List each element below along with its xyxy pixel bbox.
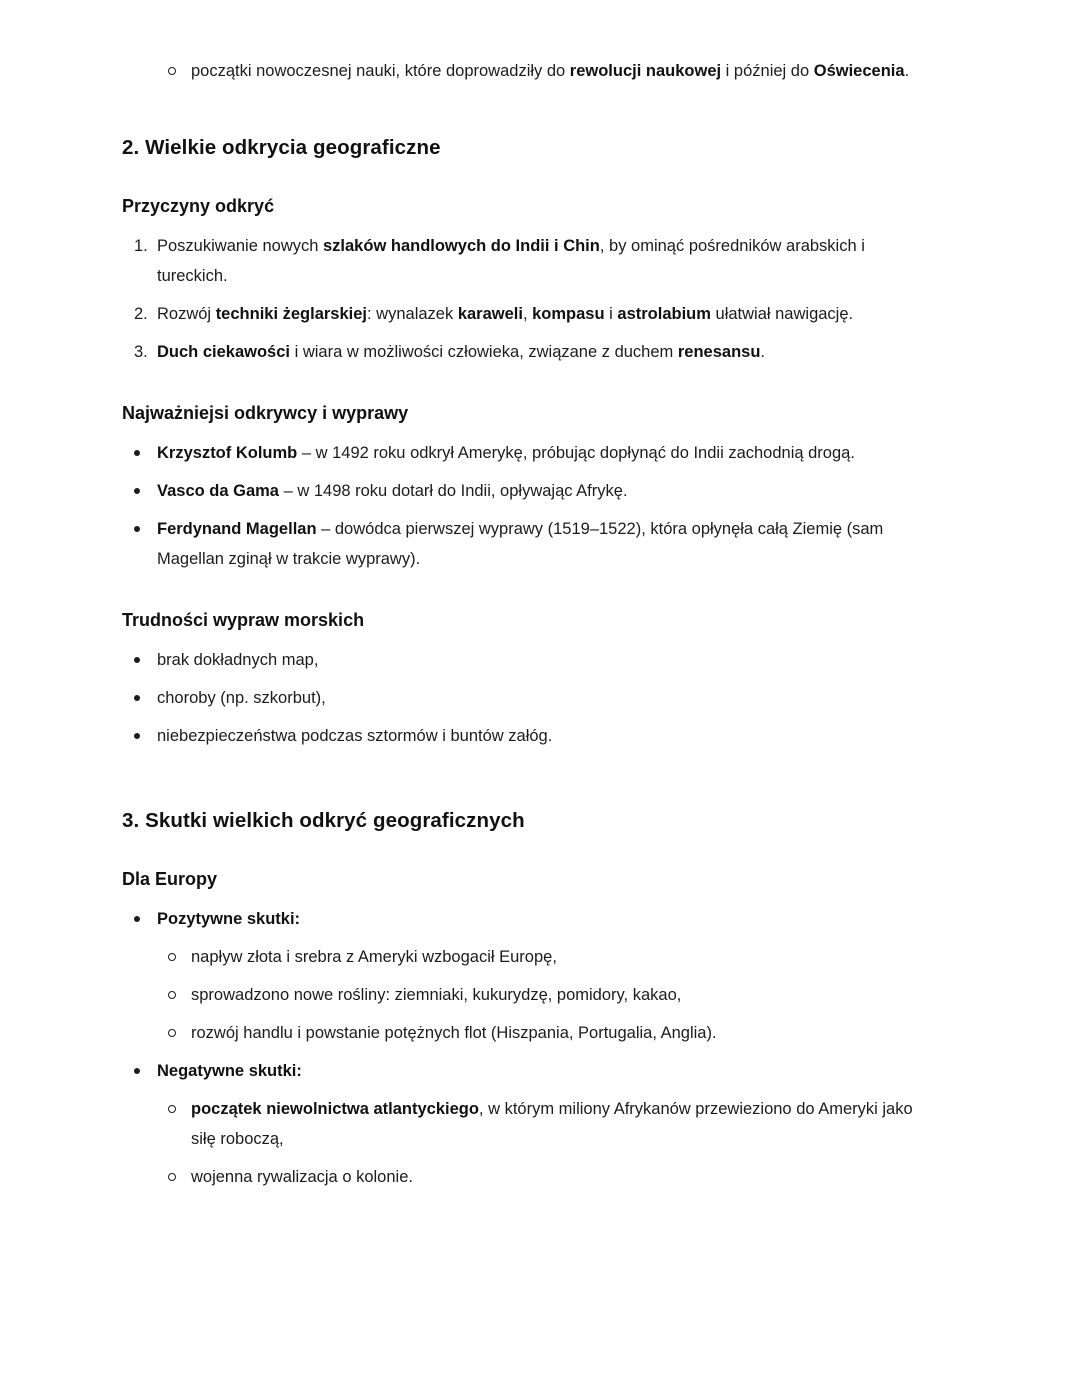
circle-bullet-icon: [168, 942, 191, 961]
list-item-text: choroby (np. szkorbut),: [157, 689, 326, 707]
list-item-text: początek niewolnictwa atlantyckiego, w którym miliony Afrykanów przewieziono do Ameryki jako siłę roboczą,: [191, 1100, 913, 1148]
europe-effects-list: [122, 904, 932, 1192]
list-item: [122, 514, 932, 574]
list-item: [122, 645, 932, 675]
list-item-text: napływ złota i srebra z Ameryki wzbogacił Europę,: [191, 948, 557, 966]
list-item-text: Negatywne skutki:: [157, 1062, 302, 1080]
subheading-difficulties: Trudności wypraw morskich: [122, 610, 365, 630]
list-item-text: Duch ciekawości i wiara w możliwości człowieka, związane z duchem renesansu.: [157, 343, 766, 361]
disc-bullet-icon: [134, 514, 157, 532]
list-item-text: początki nowoczesnej nauki, które doprowadziły do rewolucji naukowej i później do Oświecenia.: [191, 62, 910, 80]
list-item-text: wojenna rywalizacja o kolonie.: [191, 1168, 413, 1186]
list-item-text: brak dokładnych map,: [157, 651, 319, 669]
list-item-text: rozwój handlu i powstanie potężnych flot (Hiszpania, Portugalia, Anglia).: [191, 1024, 717, 1042]
list-item: [122, 683, 932, 713]
list-item-group: [122, 904, 932, 1048]
list-item-text: sprowadzono nowe rośliny: ziemniaki, kukurydzę, pomidory, kakao,: [191, 986, 682, 1004]
disc-bullet-icon: [134, 438, 157, 456]
disc-bullet-icon: [134, 721, 157, 739]
list-number: 3.: [134, 343, 148, 361]
disc-bullet-icon: [134, 1056, 157, 1074]
list-item-text: Ferdynand Magellan – dowódca pierwszej wyprawy (1519–1522), która opłynęła całą Ziemię (sam Magellan zginął w trakcie wyprawy).: [157, 520, 884, 568]
list-item-text: niebezpieczeństwa podczas sztormów i buntów załóg.: [157, 727, 553, 745]
circle-bullet-icon: [168, 1094, 191, 1113]
list-number: 2.: [134, 305, 148, 323]
list-item: [122, 1162, 932, 1192]
list-item-text: Poszukiwanie nowych szlaków handlowych do Indii i Chin, by ominąć pośredników arabskich i tureckich.: [157, 237, 865, 285]
list-item: [122, 299, 932, 329]
list-item: [122, 1018, 932, 1048]
list-item-text: Krzysztof Kolumb – w 1492 roku odkrył Amerykę, próbując dopłynąć do Indii zachodnią drogą.: [157, 444, 855, 462]
list-item-group: [122, 1056, 932, 1192]
carryover-list: [122, 56, 932, 86]
list-item: [122, 980, 932, 1010]
list-item: [122, 1056, 932, 1086]
list-item: [122, 1094, 932, 1154]
sublist: [122, 942, 932, 1048]
subheading-europe: Dla Europy: [122, 869, 218, 889]
disc-bullet-icon: [134, 645, 157, 663]
list-item: [122, 231, 932, 291]
list-item-text: Rozwój techniki żeglarskiej: wynalazek karaweli, kompasu i astrolabium ułatwiał nawigację.: [157, 305, 854, 323]
disc-bullet-icon: [134, 683, 157, 701]
circle-bullet-icon: [168, 980, 191, 999]
section-heading-discoveries: 2. Wielkie odkrycia geograficzne: [122, 136, 441, 159]
list-item: [122, 942, 932, 972]
list-item: [122, 438, 932, 468]
list-number: 1.: [134, 237, 148, 255]
list-item: [122, 721, 932, 751]
difficulties-list: [122, 645, 932, 751]
circle-bullet-icon: [168, 56, 191, 75]
list-item: [122, 476, 932, 506]
list-item-text: Vasco da Gama – w 1498 roku dotarł do Indii, opływając Afrykę.: [157, 482, 628, 500]
causes-list: [122, 231, 932, 367]
subheading-explorers: Najważniejsi odkrywcy i wyprawy: [122, 403, 409, 423]
list-item: [122, 904, 932, 934]
disc-bullet-icon: [134, 476, 157, 494]
sublist: [122, 1094, 932, 1192]
circle-bullet-icon: [168, 1018, 191, 1037]
disc-bullet-icon: [134, 904, 157, 922]
list-item-text: Pozytywne skutki:: [157, 910, 301, 928]
list-item: [122, 56, 932, 86]
section-heading-effects: 3. Skutki wielkich odkryć geograficznych: [122, 809, 525, 832]
explorers-list: [122, 438, 932, 574]
list-item: [122, 337, 932, 367]
circle-bullet-icon: [168, 1162, 191, 1181]
subheading-causes: Przyczyny odkryć: [122, 196, 275, 216]
